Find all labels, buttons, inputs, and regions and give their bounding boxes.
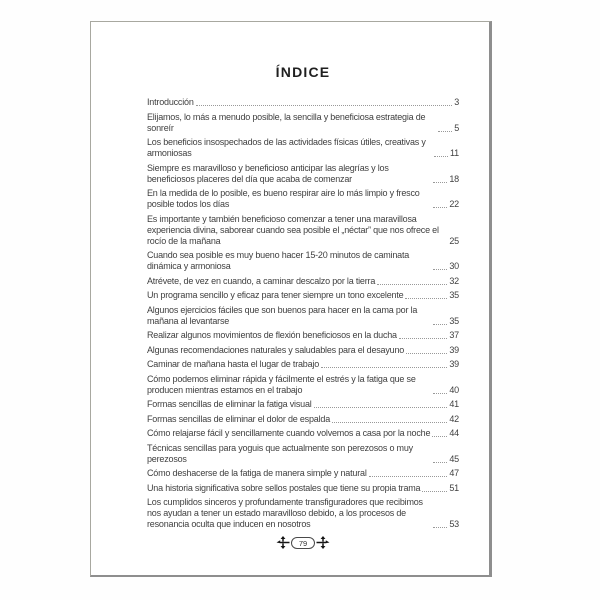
toc-entry-title: Algunos ejercicios fáciles que son buenos para hacer en la cama por la mañana al levantarse (147, 304, 418, 326)
toc-entry-page: 30 (449, 261, 459, 271)
toc-entry-title: Elijamos, lo más a menudo posible, la sencilla y beneficiosa estrategia de sonreír (147, 111, 426, 133)
toc-entry (147, 497, 459, 530)
toc-entry (147, 290, 459, 301)
toc-entry (147, 468, 459, 479)
toc-entry (147, 305, 459, 327)
toc-entry-title: Cómo podemos eliminar rápida y fácilmente el estrés y la fatiga que se producen mientras estamos en el trabajo (147, 373, 416, 395)
toc-entry-title: En la medida de lo posible, es bueno respirar aire lo más limpio y fresco posible todos los días (147, 188, 420, 209)
dot-leader (433, 182, 447, 183)
toc-entry-page: 5 (454, 122, 459, 133)
book-page (90, 21, 492, 577)
toc-entry (147, 428, 459, 439)
toc-entry-page: 53 (449, 519, 459, 529)
toc-entry-title: Cómo deshacerse de la fatiga de manera simple y natural (147, 468, 367, 478)
toc-entry-title: Una historia significativa sobre sellos postales que tiene su propia trama (147, 482, 421, 493)
dot-leader (433, 393, 447, 394)
dot-leader (321, 367, 447, 368)
toc-entry-title: Formas sencillas de eliminar el dolor de espalda (147, 413, 330, 424)
dot-leader (433, 527, 447, 528)
dot-leader (332, 422, 447, 423)
dot-leader (434, 156, 448, 157)
toc-entry-page: 11 (450, 148, 459, 158)
toc-entry-title: Es importante y también beneficioso comenzar a tener una maravillosa experiencia divina, saborear cuando sea posible el „néctar” que nos ofrece el rocío de la mañana (147, 213, 439, 246)
toc-entry (147, 97, 459, 108)
toc-entry (147, 359, 459, 370)
toc-entry-title: Caminar de mañana hasta el lugar de trabajo (147, 359, 320, 369)
toc-entry-page: 32 (449, 275, 459, 286)
dot-leader (399, 338, 448, 339)
toc-entry-page: 22 (449, 199, 459, 209)
dot-leader (432, 436, 447, 437)
toc-entry-page: 47 (449, 468, 459, 478)
toc-entry-page: 42 (449, 413, 459, 424)
toc-entry (147, 112, 459, 134)
toc-entry-title: Siempre es maravilloso y beneficioso anticipar las alegrías y los beneficiosos placeres del día que acaba de comenzar (147, 162, 389, 184)
toc-entry (147, 214, 459, 247)
toc-entry (147, 137, 459, 159)
page-footer (147, 536, 459, 549)
toc-entry-title: Cuando sea posible es muy bueno hacer 15-20 minutos de caminata dinámica y armoniosa (147, 250, 410, 271)
toc-entry-title: Técnicas sencillas para yoguis que actualmente son perezosos o muy perezosos (147, 442, 413, 464)
toc-entry-page: 51 (449, 482, 459, 493)
toc-entry-page: 44 (449, 428, 459, 438)
toc-entry-page: 18 (449, 173, 459, 184)
toc-entry (147, 163, 459, 185)
dot-leader (422, 491, 447, 492)
page-title: ÍNDICE (275, 64, 331, 80)
toc-entry (147, 483, 459, 494)
toc-entry-title: Un programa sencillo y eficaz para tener siempre un tono excelente (147, 290, 404, 300)
toc-entry-page: 35 (449, 290, 459, 300)
tri-arrow-right-icon (316, 536, 330, 549)
page-content (147, 64, 459, 549)
dot-leader (438, 131, 452, 132)
toc-entry-page: 37 (449, 330, 459, 340)
toc-entry (147, 443, 459, 465)
toc-entry-title: Introducción (147, 97, 194, 107)
toc-entry-page: 25 (449, 235, 459, 246)
toc-entry-page: 45 (449, 453, 459, 464)
toc-entry (147, 399, 459, 410)
dot-leader (369, 476, 448, 477)
tri-arrow-left-icon (276, 536, 290, 549)
toc-entry-page: 3 (454, 97, 459, 107)
toc-entry-title: Los cumplidos sinceros y profundamente transfiguradores que recibimos nos ayudan a tener un estado maravilloso debido, a los procesos de resonancia oculta que inducen en nosotros (147, 497, 423, 529)
toc-entry (147, 414, 459, 425)
dot-leader (406, 353, 447, 354)
dot-leader (405, 298, 447, 299)
toc-entry-page: 39 (449, 359, 459, 369)
toc-entry (147, 374, 459, 396)
toc-entry-page: 39 (449, 344, 459, 355)
dot-leader (433, 269, 447, 270)
dot-leader (433, 462, 447, 463)
toc-entry-title: Cómo relajarse fácil y sencillamente cuando volvemos a casa por la noche (147, 428, 431, 438)
dot-leader (433, 207, 447, 208)
toc-entry-title: Atrévete, de vez en cuando, a caminar descalzo por la tierra (147, 275, 376, 286)
toc-entry (147, 250, 459, 272)
toc-entry (147, 188, 459, 210)
toc-entry-title: Algunas recomendaciones naturales y saludables para el desayuno (147, 344, 405, 355)
toc-entry (147, 276, 459, 287)
toc-entry (147, 345, 459, 356)
toc-entry-title: Los beneficios insospechados de las actividades físicas útiles, creativas y armoniosas (147, 137, 426, 158)
dot-leader (314, 407, 448, 408)
toc-entry-page: 35 (449, 315, 459, 326)
toc-entry-page: 41 (449, 399, 459, 409)
toc-entry-page: 40 (449, 384, 459, 395)
dot-leader (377, 284, 447, 285)
toc-entry-title: Formas sencillas de eliminar la fatiga visual (147, 399, 312, 409)
toc-entry-title: Realizar algunos movimientos de flexión beneficiosos en la ducha (147, 330, 397, 340)
toc-list (147, 97, 459, 530)
dot-leader (196, 105, 453, 106)
dot-leader (433, 324, 447, 325)
toc-entry (147, 330, 459, 341)
page-number-badge: 79 (291, 537, 315, 549)
